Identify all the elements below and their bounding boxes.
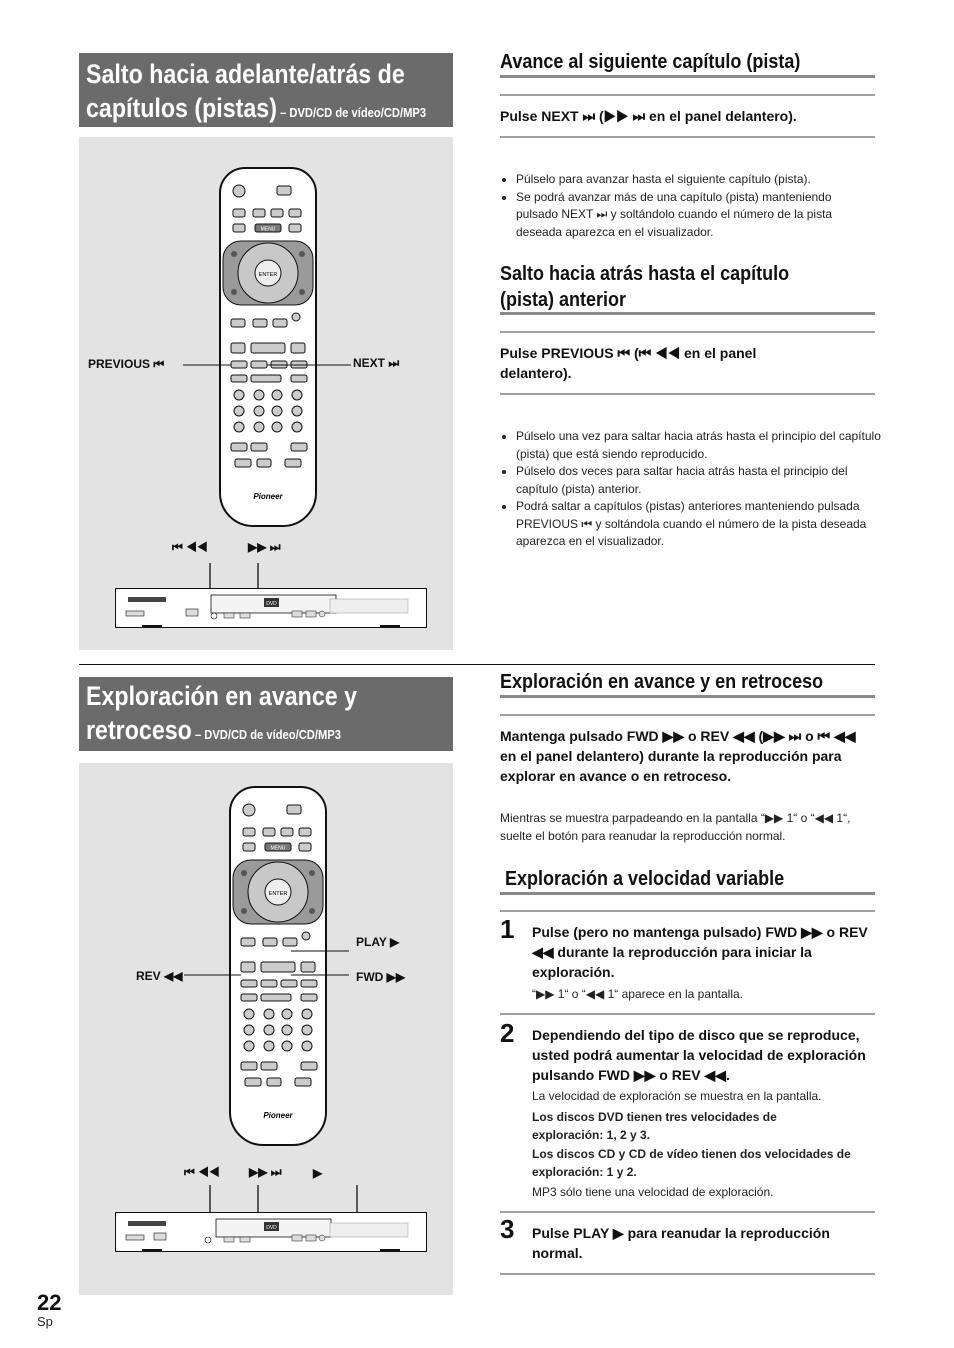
section1-title-banner: [79, 53, 453, 127]
player-dvd-badge: DVD: [266, 1225, 277, 1231]
step2-note-cd: Los discos CD y CD de vídeo tienen dos velocidades de exploración: 1 y 2.: [532, 1147, 851, 1179]
atras-bullet: • Podrá saltar a capítulos (pistas) anteriores manteniendo pulsada PREVIOUS ⏮ y soltándola cuando el número de la pista deseada aparezca en el visualizador.: [516, 498, 884, 551]
atras-heading-line2: (pista) anterior: [500, 289, 627, 311]
label-next: NEXT ⏭: [353, 356, 400, 370]
atras-instruction-rule-top: [500, 331, 875, 333]
label-player-prev-rev: ⏮ ◀◀: [172, 540, 208, 554]
avance-bullet: • Púlselo para avanzar hasta el siguiente capítulo (pista).: [516, 171, 876, 189]
page-language: Sp: [37, 1314, 53, 1329]
step1-rule-top: [500, 910, 875, 912]
section1-title-line1: Salto hacia adelante/atrás de: [86, 59, 405, 89]
exploracion-heading: Exploración en avance y en retroceso: [500, 671, 824, 693]
avance-instruction-rule-bottom: [500, 136, 875, 138]
step-number-3: 3: [500, 1214, 515, 1244]
step-number-2: 2: [500, 1018, 515, 1048]
avance-bullet: • Se podrá avanzar más de una capítulo (pista) manteniendo pulsado NEXT ⏭ y soltándolo cuando el número de la pista deseada aparezca en el visualizador.: [516, 189, 876, 242]
section2-title-sub: – DVD/CD de vídeo/CD/MP3: [191, 727, 341, 742]
label-player-fwd-next: ▶▶ ⏭: [249, 1165, 282, 1179]
label-rev: REV ◀◀: [136, 969, 183, 983]
label-fwd: FWD ▶▶: [356, 970, 406, 984]
section1-leader-lines: [79, 137, 453, 650]
avance-heading: Avance al siguiente capítulo (pista): [500, 51, 801, 73]
section1-title-line2: capítulos (pistas): [86, 93, 277, 123]
variable-heading-rule: [500, 892, 875, 895]
section-divider: [79, 664, 875, 665]
avance-bullet-list: [500, 171, 876, 241]
remote-menu-text: MENU: [270, 845, 286, 852]
atras-heading-rule: [500, 312, 875, 315]
label-player-prev-rev: ⏮ ◀◀: [184, 1165, 220, 1179]
avance-instruction: Pulse NEXT ⏭ (▶▶ ⏭ en el panel delantero).: [500, 108, 797, 124]
step2-note-mp3: MP3 sólo tiene una velocidad de exploración.: [532, 1185, 774, 1199]
dvd-player-2: [115, 1212, 427, 1252]
dvd-player-1: [115, 588, 427, 628]
label-previous: PREVIOUS ⏮: [88, 357, 165, 371]
atras-heading-line1: Salto hacia atrás hasta el capítulo: [500, 263, 790, 285]
atras-bullet: • Púlselo una vez para saltar hacia atrás hasta el principio del capítulo (pista) que está siendo reproducido.: [516, 428, 884, 463]
step1-instruction: Pulse (pero no mantenga pulsado) FWD ▶▶ o REV ◀◀ durante la reproducción para iniciar la exploración.: [532, 924, 868, 980]
remote-enter-text: ENTER: [268, 891, 288, 897]
exploracion-heading-rule: [500, 695, 875, 698]
label-player-fwd-next: ▶▶ ⏭: [248, 540, 281, 554]
exploracion-instruction-rule-top: [500, 714, 875, 716]
page-number: 22: [37, 1290, 62, 1315]
player-dvd-badge: DVD: [266, 601, 277, 607]
player-front-panel-drawing: [116, 1213, 426, 1251]
avance-heading-rule: [500, 75, 875, 78]
remote-menu-text: MENU: [260, 226, 276, 233]
step2-note: La velocidad de exploración se muestra en la pantalla.: [532, 1089, 822, 1103]
step2-instruction: Dependiendo del tipo de disco que se reproduce, usted podrá aumentar la velocidad de exploración pulsando FWD ▶▶ o REV ◀◀.: [532, 1027, 866, 1083]
step-number-1: 1: [500, 914, 515, 944]
remote-brand-text: Pioneer: [263, 1111, 293, 1120]
avance-instruction-rule-top: [500, 94, 875, 96]
section2-title-banner: [79, 677, 453, 751]
step1-note: “▶▶ 1“ o “◀◀ 1“ aparece en la pantalla.: [532, 987, 744, 1001]
atras-instruction: Pulse PREVIOUS ⏮ (⏮ ◀◀ en el panel delantero).: [500, 345, 757, 381]
exploracion-instruction: Mantenga pulsado FWD ▶▶ o REV ◀◀ (▶▶ ⏭ o ⏮ ◀◀ en el panel delantero) durante la reproducción para explorar en avance o en retroceso.: [500, 728, 856, 784]
section1-title-sub: – DVD/CD de vídeo/CD/MP3: [276, 105, 427, 120]
step3-rule-top: [500, 1211, 875, 1213]
remote-enter-text: ENTER: [258, 272, 278, 278]
variable-heading: Exploración a velocidad variable: [505, 868, 785, 890]
section2-title-line1: Exploración en avance y: [86, 681, 358, 711]
remote-brand-text: Pioneer: [253, 492, 283, 501]
atras-bullet-list: [500, 428, 884, 551]
atras-instruction-rule-bottom: [500, 393, 875, 395]
section2-title-line2: retroceso: [86, 715, 192, 745]
label-play: PLAY ▶: [356, 935, 400, 949]
player-front-panel-drawing: [116, 589, 426, 627]
exploracion-body: Mientras se muestra parpadeando en la pantalla “▶▶ 1“ o “◀◀ 1“, suelte el botón para reanudar la reproducción normal.: [500, 811, 851, 843]
step3-rule-bottom: [500, 1273, 875, 1275]
step2-note-dvd: Los discos DVD tienen tres velocidades de exploración: 1, 2 y 3.: [532, 1110, 777, 1142]
label-player-play: ▶: [313, 1166, 323, 1180]
step3-instruction: Pulse PLAY ▶ para reanudar la reproducción normal.: [532, 1225, 830, 1261]
atras-bullet: • Púlselo dos veces para saltar hacia atrás hasta el principio del capítulo (pista) anterior.: [516, 463, 884, 498]
step2-rule-top: [500, 1013, 875, 1015]
